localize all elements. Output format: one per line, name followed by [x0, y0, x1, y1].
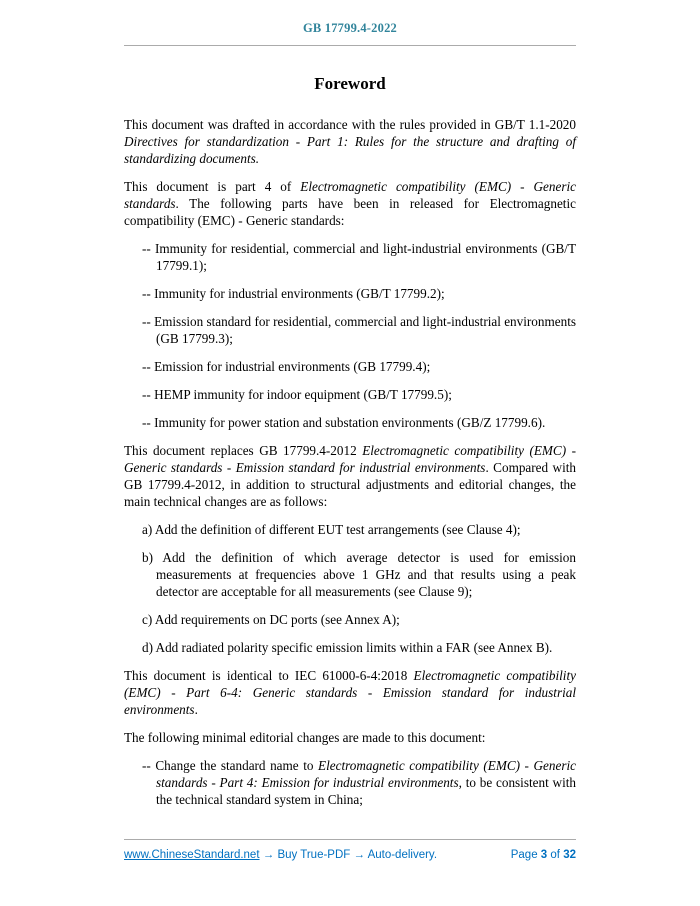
dash-item-emission-industrial: -- Emission for industrial environments (GB 17799.4); [142, 359, 431, 374]
paragraph-drafted: This document was drafted in accordance with the rules provided in GB/T 1.1-2020 Directives for standardization - Part 1: Rules for the structure and drafting of standardizing documents. [124, 117, 576, 166]
footer-action-buy: Buy True-PDF [277, 849, 351, 861]
page-number: 3 [540, 849, 548, 861]
page-title: Foreword [314, 74, 386, 93]
letter-item-b: b) Add the definition of which average detector is used for emission measurements at frequencies above 1 GHz and that results using a peak detector are acceptable for all measurements (see Clause 9); [142, 550, 576, 599]
letter-item-a: a) Add the definition of different EUT test arrangements (see Clause 4); [142, 522, 521, 537]
page-indicator [511, 849, 576, 861]
dash-item-name-change: -- Change the standard name to Electromagnetic compatibility (EMC) - Generic standards - Part 4: Emission for industrial environments, to be consistent with the technical standard system in China; [142, 758, 576, 807]
page-footer [124, 839, 576, 861]
dash-item-immunity-residential: -- Immunity for residential, commercial and light-industrial environments (GB/T 17799.1); [142, 241, 576, 273]
arrow-right-icon: → [262, 849, 275, 861]
letter-item-c: c) Add requirements on DC ports (see Annex A); [142, 612, 400, 627]
dash-item-immunity-industrial: -- Immunity for industrial environments (GB/T 17799.2); [142, 286, 445, 301]
paragraph-editorial: The following minimal editorial changes are made to this document: [124, 730, 486, 745]
paragraph-replaces: This document replaces GB 17799.4-2012 Electromagnetic compatibility (EMC) - Generic standards - Emission standard for industrial environments. Compared with GB 17799.4-2012, in addition to structural adjustments and editorial changes, the main technical changes are as follows: [124, 443, 577, 509]
dash-item-hemp-immunity: -- HEMP immunity for indoor equipment (GB/T 17799.5); [142, 387, 452, 402]
of-label: of [550, 849, 560, 861]
doc-number: GB 17799.4-2022 [303, 21, 397, 35]
document-body [124, 116, 576, 808]
paragraph-identical-iec: This document is identical to IEC 61000-6-4:2018 Electromagnetic compatibility (EMC) - Part 6-4: Generic standards - Emission standard for industrial environments. [124, 668, 576, 717]
paragraph-part4: This document is part 4 of Electromagnetic compatibility (EMC) - Generic standards. The following parts have been in released for Electromagnetic compatibility (EMC) - Generic standards: [124, 179, 576, 228]
total-pages: 32 [563, 849, 576, 861]
site-link[interactable]: www.ChineseStandard.net [124, 849, 260, 861]
dash-item-emission-residential: -- Emission standard for residential, commercial and light-industrial environments (GB 17799.3); [142, 314, 576, 346]
letter-item-d: d) Add radiated polarity specific emission limits within a FAR (see Annex B). [142, 640, 553, 655]
page-label: Page [510, 849, 538, 861]
footer-branding [124, 849, 437, 861]
page-header [124, 0, 576, 46]
dash-item-power-station: -- Immunity for power station and substation environments (GB/Z 17799.6). [142, 415, 546, 430]
arrow-right-icon: → [353, 849, 365, 861]
footer-action-delivery: Auto-delivery. [367, 849, 438, 861]
